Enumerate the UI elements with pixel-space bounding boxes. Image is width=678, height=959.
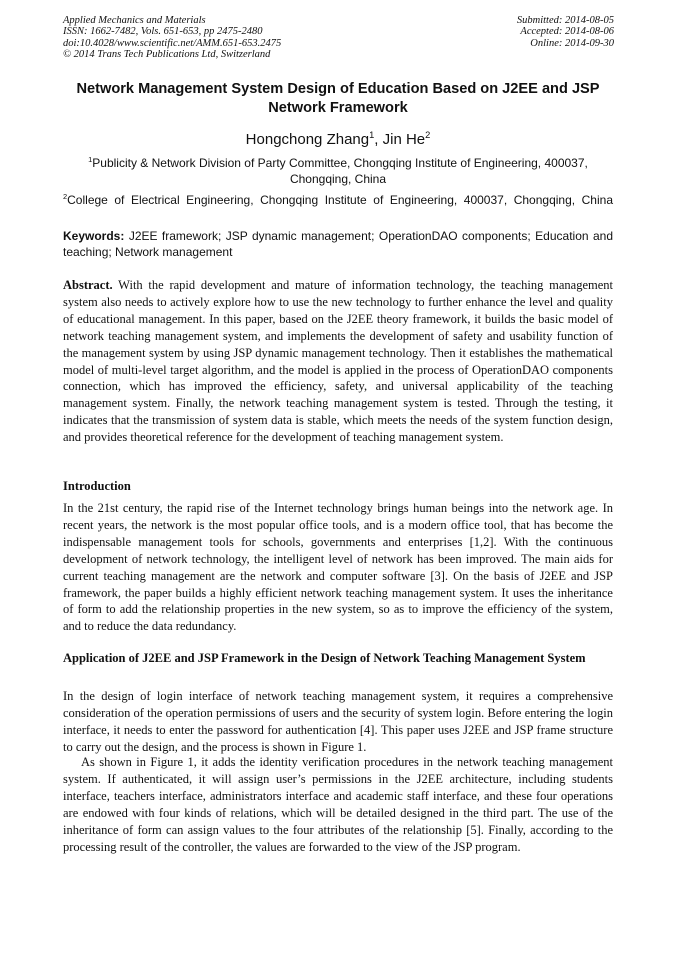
journal-doi: doi:10.4028/www.scientific.net/AMM.651-653.2475 bbox=[63, 37, 282, 49]
abstract-text: With the rapid development and mature of information technology, the teaching management system also needs to actively explore how to use the new technology to further enhance the level and quality of educational management. In this paper, based on the J2EE theory framework, it builds the basic model of network teaching management system, and implements the development of safety and usability function of the management system by using JSP dynamic management technology. Then it establishes the mathematical model of multi-level target algorithm, and the model is applied in the process of OperationDAO components connection, which has improved the efficiency, safety, and universal applicability of the teaching management system. Finally, the network teaching management system is tested. Through the testing, it indicates that the transmission of system data is stable, which meets the needs of the system function design, and provides theoretical reference for the development of teaching management system. bbox=[63, 278, 613, 445]
section-heading-application: Application of J2EE and JSP Framework in the Design of Network Teaching Management System bbox=[63, 651, 586, 665]
online-date: Online: 2014-09-30 bbox=[530, 37, 614, 49]
introduction-paragraph: In the 21st century, the rapid rise of the Internet technology brings human beings into the network age. In recent years, the network is the most popular office tools, and is a modern office tool, that has become the indispensable management tools for schools, governments and enterprises [1,2]. With the continuous development of network technology, the intelligent level of network has been improved. The main aids for current teaching management are the network and computer software [3]. On the basis of J2EE and JSP framework, the paper builds a highly efficient network teaching management system. It uses the inheritance of form to add the relationship properties in the new system, so as to improve the efficiency of the system, and to reduce the data redundancy. bbox=[63, 501, 613, 634]
affiliation-1 bbox=[63, 155, 613, 187]
paper-title: Network Management System Design of Education Based on J2EE and JSP Network Framework bbox=[76, 81, 600, 116]
affiliation-2 bbox=[63, 192, 613, 208]
application-paragraph-2: As shown in Figure 1, it adds the identity verification procedures in the network teaching management system. If authenticated, it will assign user’s permissions in the J2EE architecture, including students interface, teachers interface, administrators interface and academic staff interface, and these four operations are endowed with four kinds of relations, which will be detailed designed in the third part. The use of the inheritance of form can assign values to the four attributes of the relationship [5]. Finally, according to the processing result of the controller, the values are forwarded to the view of the JSP program. bbox=[63, 755, 613, 854]
application-paragraph-1: In the design of login interface of network teaching management system, it requires a comprehensive consideration of the operation permissions of users and the security of system login. Before entering the login interface, it needs to enter the password for authentication [4]. This paper uses J2EE and JSP frame structure to carry out the design, and the process is shown in Figure 1. bbox=[63, 689, 613, 754]
author-affiliation-mark: 1 bbox=[369, 130, 375, 140]
author-affiliation-mark: 2 bbox=[425, 130, 431, 140]
affiliation-text: College of Electrical Engineering, Chongqing Institute of Engineering, 400037, Chongqing, China bbox=[67, 193, 613, 207]
affiliation-text: Publicity & Network Division of Party Committee, Chongqing Institute of Engineering, 400037, Chongqing, China bbox=[92, 156, 588, 186]
journal-issn: ISSN: 1662-7482, Vols. 651-653, pp 2475-2480 bbox=[63, 26, 263, 38]
affiliation-mark: 2 bbox=[63, 192, 68, 201]
affiliation-mark: 1 bbox=[88, 155, 93, 164]
accepted-date: Accepted: 2014-08-06 bbox=[520, 26, 614, 38]
journal-name: Applied Mechanics and Materials bbox=[63, 15, 206, 26]
keywords-label: Keywords: bbox=[63, 229, 125, 243]
journal-info bbox=[63, 15, 281, 61]
keywords bbox=[63, 228, 613, 260]
author-list: Hongchong Zhang$^1$, Jin He$^2$ bbox=[245, 130, 431, 148]
author-name: Hongchong Zhang bbox=[245, 131, 370, 148]
abstract-label: Abstract. bbox=[63, 278, 113, 292]
author-name: Jin He bbox=[382, 131, 426, 148]
keywords-text: J2EE framework; JSP dynamic management; OperationDAO components; Education and teaching; Network management bbox=[63, 229, 613, 259]
publication-dates bbox=[517, 15, 614, 49]
section-heading-introduction: Introduction bbox=[63, 479, 131, 493]
submitted-date: Submitted: 2014-08-05 bbox=[516, 15, 614, 26]
abstract bbox=[63, 277, 613, 446]
journal-copyright: © 2014 Trans Tech Publications Ltd, Switzerland bbox=[63, 49, 271, 61]
